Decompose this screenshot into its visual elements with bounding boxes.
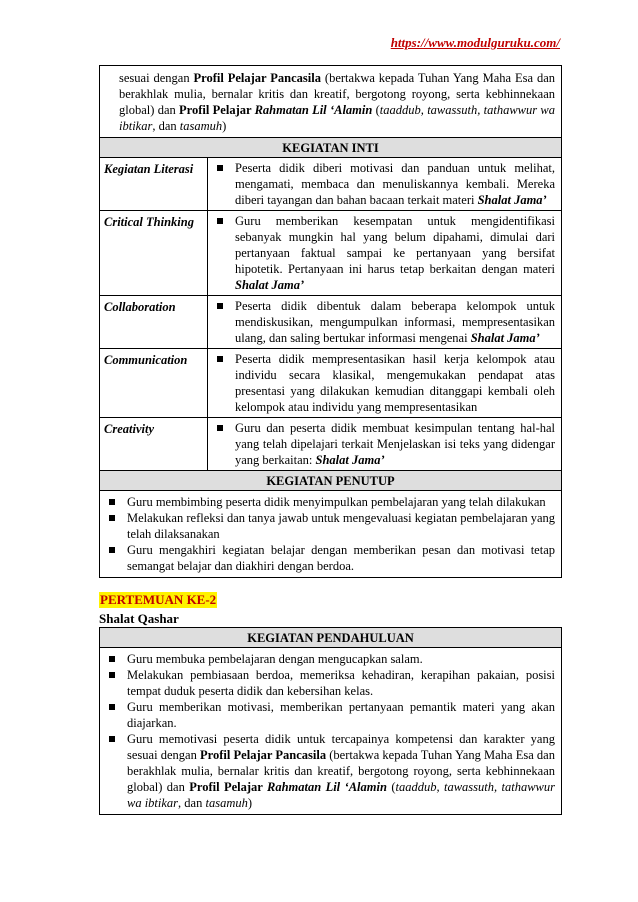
table-row xyxy=(100,349,562,418)
kegiatan-penutup-heading: KEGIATAN PENUTUP xyxy=(100,471,562,491)
bullet-icon xyxy=(217,218,223,224)
bullet-icon xyxy=(109,672,115,678)
bullet-icon xyxy=(109,656,115,662)
row-label: Communication xyxy=(100,349,208,418)
row-label: Creativity xyxy=(100,418,208,471)
list-item: Guru dan peserta didik membuat kesimpulan tentang hal-hal yang telah dipelajari terkait Menjelaskan isi teks yang didengar yang berkaitan: Shalat Jama’ xyxy=(214,420,555,468)
bullet-icon xyxy=(217,303,223,309)
penutup-list xyxy=(106,494,555,574)
list-item: Guru memberikan motivasi, memberikan pertanyaan pemantik materi yang akan diajarkan. xyxy=(106,699,555,731)
list-item: Guru memberikan kesempatan untuk mengidentifikasi sebanyak mungkin hal yang belum dipahami, dimulai dari pertanyaan faktual sampai ke pertanyaan yang bersifat hipotetik. Pertanyaan ini harus tetap berkaitan dengan materi Shalat Jama’ xyxy=(214,213,555,293)
section-subtitle: Shalat Qashar xyxy=(99,611,179,626)
section-title: PERTEMUAN KE-2 xyxy=(100,592,217,607)
row-label: Critical Thinking xyxy=(100,211,208,296)
bullet-icon xyxy=(109,499,115,505)
table-row xyxy=(100,158,562,211)
list-item: Peserta didik dibentuk dalam beberapa kelompok untuk mendiskusikan, mengumpulkan informasi, mempresentasikan ulang, dan saling bertukar informasi mengenai Shalat Jama’ xyxy=(214,298,555,346)
pendahuluan-table xyxy=(99,627,562,815)
table-row xyxy=(100,296,562,349)
list-item: Melakukan refleksi dan tanya jawab untuk mengevaluasi kegiatan pembelajaran yang telah dilaksanakan xyxy=(106,510,555,542)
bullet-icon xyxy=(109,736,115,742)
table-row xyxy=(100,418,562,471)
list-item: Guru membimbing peserta didik menyimpulkan pembelajaran yang telah dilakukan xyxy=(106,494,555,510)
list-item: Peserta didik diberi motivasi dan panduan untuk melihat, mengamati, membaca dan menuliskannya kembali. Mereka diberi tayangan dan bahan bacaan terkait materi Shalat Jama’ xyxy=(214,160,555,208)
bullet-icon xyxy=(217,356,223,362)
bullet-icon xyxy=(217,425,223,431)
bullet-icon xyxy=(109,704,115,710)
continued-paragraph: sesuai dengan Profil Pelajar Pancasila (bertakwa kepada Tuhan Yang Maha Esa dan berakhlak mulia, bernalar kritis dan kreatif, bergotong royong, serta kebhinnekaan global) dan Profil Pelajar Rahmatan Lil ‘Alamin (taaddub, tawassuth, tathawwur wa ibtikar, dan tasamuh) xyxy=(100,66,562,138)
kegiatan-inti-heading: KEGIATAN INTI xyxy=(100,138,562,158)
row-label: Collaboration xyxy=(100,296,208,349)
kegiatan-table xyxy=(99,65,562,578)
pendahuluan-list xyxy=(106,651,555,811)
header-url-link[interactable]: https://www.modulguruku.com/ xyxy=(390,35,560,50)
kegiatan-pendahuluan-heading: KEGIATAN PENDAHULUAN xyxy=(100,628,562,648)
bullet-icon xyxy=(109,547,115,553)
bullet-icon xyxy=(109,515,115,521)
row-label: Kegiatan Literasi xyxy=(100,158,208,211)
list-item: Peserta didik mempresentasikan hasil kerja kelompok atau individu secara klasikal, mengemukakan pendapat atas presentasi yang dilakukan kemudian ditanggapi kembali oleh kelompok atau individu yang mempresentasikan xyxy=(214,351,555,415)
list-item: Guru memotivasi peserta didik untuk tercapainya kompetensi dan karakter yang sesuai dengan Profil Pelajar Pancasila (bertakwa kepada Tuhan Yang Maha Esa dan berakhlak mulia, bernalar kritis dan kreatif, bergotong royong, serta kebhinnekaan global) dan Profil Pelajar Rahmatan Lil ‘Alamin (taaddub, tawassuth, tathawwur wa ibtikar, dan tasamuh) xyxy=(106,731,555,811)
list-item: Guru mengakhiri kegiatan belajar dengan memberikan pesan dan motivasi tetap semangat belajar dan diakhiri dengan berdoa. xyxy=(106,542,555,574)
table-row xyxy=(100,211,562,296)
list-item: Guru membuka pembelajaran dengan mengucapkan salam. xyxy=(106,651,555,667)
bullet-icon xyxy=(217,165,223,171)
list-item: Melakukan pembiasaan berdoa, memeriksa kehadiran, kerapihan pakaian, posisi tempat duduk peserta didik dan kebersihan kelas. xyxy=(106,667,555,699)
